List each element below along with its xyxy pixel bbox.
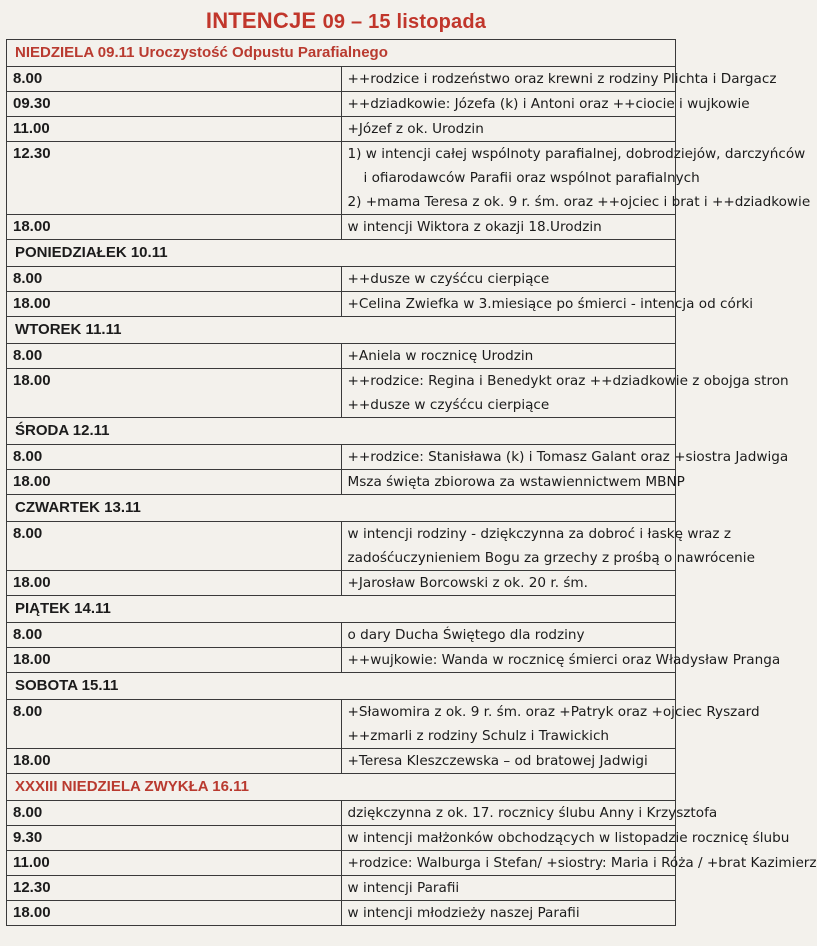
- intention-line: +Sławomira z ok. 9 r. śm. oraz +Patryk oraz +ojciec Ryszard: [347, 704, 760, 720]
- intention-line: ++zmarli z rodziny Schulz i Trawickich: [347, 728, 610, 744]
- intention-line: +Jarosław Borcowski z ok. 20 r. śm.: [347, 575, 588, 591]
- mass-time: 18.00: [7, 901, 342, 926]
- intention-line: +Teresa Kleszczewska – od bratowej Jadwigi: [347, 753, 648, 769]
- mass-time: 8.00: [7, 267, 342, 292]
- intention-row: [7, 826, 676, 851]
- intention-line: +Aniela w rocznicę Urodzin: [347, 348, 534, 364]
- intention-text: [341, 344, 676, 369]
- intention-text: [341, 267, 676, 292]
- intention-line: ++rodzice i rodzeństwo oraz krewni z rodziny Plichta i Dargacz: [347, 71, 777, 87]
- intention-text: [341, 571, 676, 596]
- intention-line: +Celina Zwiefka w 3.miesiące po śmierci - intencja od córki: [347, 296, 754, 312]
- title-word: INTENCJE: [205, 8, 317, 33]
- mass-time: 18.00: [7, 369, 342, 418]
- intention-line: w intencji młodzieży naszej Parafii: [347, 905, 580, 921]
- mass-time: 9.30: [7, 826, 342, 851]
- day-header-row: [7, 317, 676, 344]
- intention-row: [7, 92, 676, 117]
- intention-line: ++rodzice: Regina i Benedykt oraz ++dziadkowie z obojga stron: [347, 373, 789, 389]
- intention-row: [7, 142, 676, 215]
- mass-time: 09.30: [7, 92, 342, 117]
- intention-line: ++wujkowie: Wanda w rocznicę śmierci oraz Władysław Pranga: [347, 652, 781, 668]
- intention-text: [341, 445, 789, 470]
- intentions-table-body: [7, 40, 817, 926]
- intention-line: i ofiarodawców Parafii oraz wspólnot parafialnych: [363, 170, 700, 186]
- intention-text: [341, 876, 676, 901]
- intention-line: Msza święta zbiorowa za wstawiennictwem MBNP: [347, 474, 685, 490]
- intention-row: [7, 267, 676, 292]
- intention-row: [7, 344, 676, 369]
- intention-line: ++dziadkowie: Józefa (k) i Antoni oraz ++ciocie i wujkowie: [347, 96, 750, 112]
- intention-line: w intencji Wiktora z okazji 18.Urodzin: [347, 219, 602, 235]
- day-header: NIEDZIELA 09.11 Uroczystość Odpustu Parafialnego: [7, 40, 676, 67]
- intention-text: [341, 292, 754, 317]
- intention-text: [341, 67, 777, 92]
- intention-text: [341, 901, 676, 926]
- intentions-table: [6, 39, 817, 926]
- intention-text: [341, 522, 755, 571]
- intention-text: [341, 749, 676, 774]
- intention-line: 1) w intencji całej wspólnoty parafialnej, dobrodziejów, darczyńców: [347, 146, 806, 162]
- day-header-row: [7, 673, 676, 700]
- mass-time: 8.00: [7, 801, 342, 826]
- intention-text: [341, 470, 685, 495]
- intention-row: [7, 876, 676, 901]
- mass-time: 8.00: [7, 445, 342, 470]
- intention-text: [341, 801, 718, 826]
- intention-line: ++dusze w czyśćcu cierpiące: [347, 397, 550, 413]
- mass-time: 18.00: [7, 571, 342, 596]
- intention-row: [7, 648, 676, 673]
- intention-row: [7, 445, 676, 470]
- intention-row: [7, 801, 676, 826]
- day-header: ŚRODA 12.11: [7, 418, 676, 445]
- intention-row: [7, 571, 676, 596]
- intention-row: [7, 369, 676, 418]
- intention-row: [7, 522, 676, 571]
- intention-line: +rodzice: Walburga i Stefan/ +siostry: Maria i Róża / +brat Kazimierz: [347, 855, 817, 871]
- day-header: XXXIII NIEDZIELA ZWYKŁA 16.11: [7, 774, 676, 801]
- intention-text: [341, 215, 676, 240]
- day-header-row: [7, 40, 676, 67]
- mass-time: 8.00: [7, 623, 342, 648]
- day-header-row: [7, 240, 676, 267]
- intention-line: w intencji Parafii: [347, 880, 460, 896]
- day-header: PIĄTEK 14.11: [7, 596, 676, 623]
- mass-time: 18.00: [7, 749, 342, 774]
- mass-time: 8.00: [7, 700, 342, 749]
- page-title: [0, 8, 692, 34]
- intention-line: w intencji małżonków obchodzących w listopadzie rocznicę ślubu: [347, 830, 790, 846]
- intention-row: [7, 901, 676, 926]
- intention-row: [7, 117, 676, 142]
- intention-row: [7, 292, 676, 317]
- intention-row: [7, 749, 676, 774]
- intention-text: [341, 117, 676, 142]
- intention-line: +Józef z ok. Urodzin: [347, 121, 484, 137]
- intention-line: 2) +mama Teresa z ok. 9 r. śm. oraz ++ojciec i brat i ++dziadkowie: [347, 194, 811, 210]
- intention-text: [341, 92, 750, 117]
- mass-time: 18.00: [7, 470, 342, 495]
- intention-text: [341, 623, 676, 648]
- day-header: SOBOTA 15.11: [7, 673, 676, 700]
- day-header: WTOREK 11.11: [7, 317, 676, 344]
- day-header-row: [7, 596, 676, 623]
- day-header-row: [7, 774, 676, 801]
- intention-text: [341, 648, 781, 673]
- day-header: PONIEDZIAŁEK 10.11: [7, 240, 676, 267]
- intention-row: [7, 215, 676, 240]
- mass-time: 18.00: [7, 292, 342, 317]
- intention-row: [7, 470, 676, 495]
- intention-line: w intencji rodziny - dziękczynna za dobroć i łaskę wraz z: [347, 526, 731, 542]
- intention-line: o dary Ducha Świętego dla rodziny: [347, 627, 585, 643]
- intention-text: [341, 142, 811, 215]
- intention-text: [341, 826, 790, 851]
- mass-time: 18.00: [7, 648, 342, 673]
- intention-row: [7, 851, 676, 876]
- mass-time: 18.00: [7, 215, 342, 240]
- intention-text: [341, 369, 789, 418]
- mass-time: 8.00: [7, 344, 342, 369]
- intention-text: [341, 700, 760, 749]
- intention-row: [7, 623, 676, 648]
- mass-time: 11.00: [7, 851, 342, 876]
- intention-row: [7, 67, 676, 92]
- intention-line: zadośćuczynieniem Bogu za grzechy z prośbą o nawrócenie: [347, 550, 755, 566]
- intention-line: ++dusze w czyśćcu cierpiące: [347, 271, 550, 287]
- intention-line: ++rodzice: Stanisława (k) i Tomasz Galant oraz +siostra Jadwiga: [347, 449, 789, 465]
- intention-row: [7, 700, 676, 749]
- mass-time: 12.30: [7, 876, 342, 901]
- day-header: CZWARTEK 13.11: [7, 495, 676, 522]
- title-dates: 09 – 15 listopada: [322, 11, 487, 33]
- intention-text: [341, 851, 817, 876]
- mass-time: 11.00: [7, 117, 342, 142]
- intention-line: dziękczynna z ok. 17. rocznicy ślubu Anny i Krzysztofa: [347, 805, 718, 821]
- mass-time: 8.00: [7, 522, 342, 571]
- mass-time: 12.30: [7, 142, 342, 215]
- mass-time: 8.00: [7, 67, 342, 92]
- day-header-row: [7, 495, 676, 522]
- day-header-row: [7, 418, 676, 445]
